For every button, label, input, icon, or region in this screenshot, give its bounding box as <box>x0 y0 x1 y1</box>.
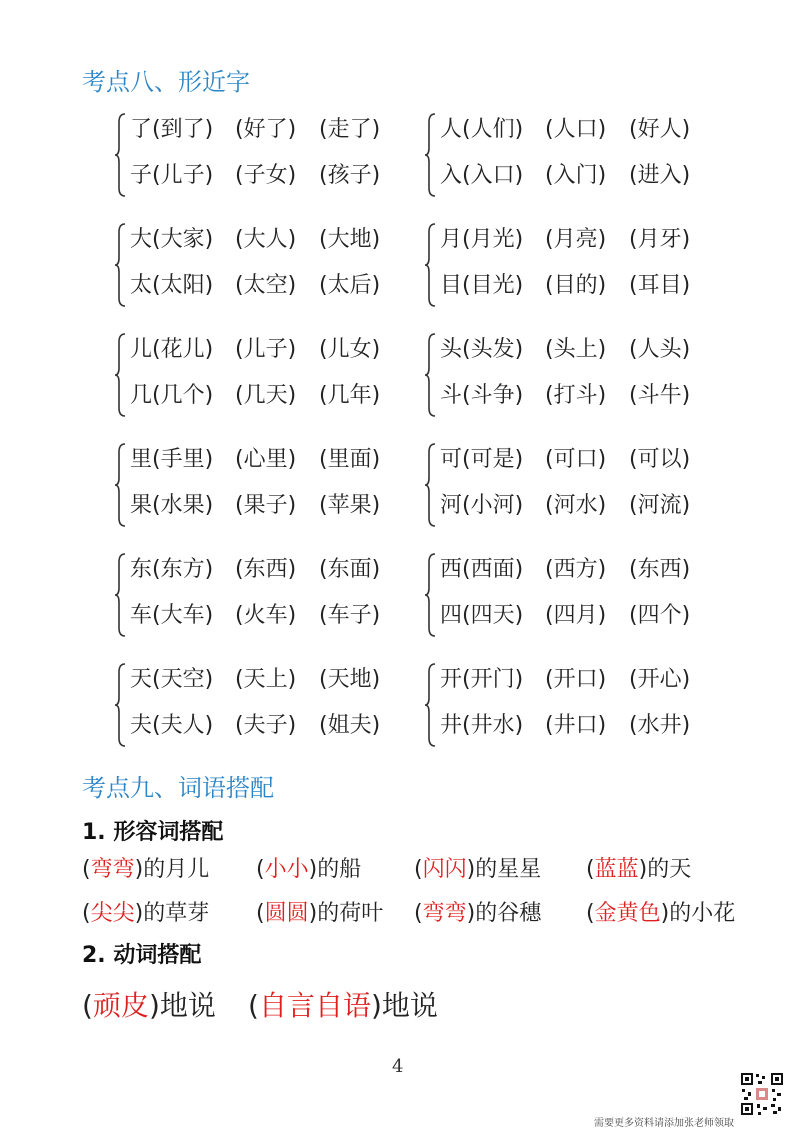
word-example: (耳目) <box>629 273 691 298</box>
character-with-word: 西(西面) <box>440 557 524 582</box>
phrase-rest: 地说 <box>381 989 438 1022</box>
word-example: (进入) <box>629 163 691 188</box>
word-example: (可口) <box>545 447 607 472</box>
word-line <box>130 222 389 253</box>
section8-heading: 考点八、形近字 <box>82 68 250 96</box>
word-example: (天上) <box>235 667 297 692</box>
word-example: (心里) <box>235 447 297 472</box>
word-example: (入门) <box>545 163 607 188</box>
word-line <box>130 158 389 189</box>
phrase-rest: 的草芽 <box>143 901 210 926</box>
character-pair-group <box>114 112 404 204</box>
answer-word: 闪闪 <box>422 857 467 882</box>
character-with-word: 河(小河) <box>440 493 524 518</box>
answer-word: 弯弯 <box>422 901 467 926</box>
word-line <box>440 378 699 409</box>
word-example: (四个) <box>629 603 691 628</box>
phrase-rest: 的荷叶 <box>317 901 384 926</box>
word-line <box>130 552 389 583</box>
answer-word: 自言自语 <box>258 989 371 1022</box>
left-brace-icon <box>424 332 436 418</box>
character-with-word: 开(开门) <box>440 667 524 692</box>
adjective-phrase: (闪闪)的星星 <box>414 857 542 882</box>
left-brace-icon <box>114 222 126 308</box>
adjective-phrase: (金黄色)的小花 <box>586 901 736 926</box>
character-with-word: 里(手里) <box>130 447 214 472</box>
character-with-word: 月(月光) <box>440 227 524 252</box>
phrase-rest: 的船 <box>317 857 362 882</box>
character-with-word: 儿(花儿) <box>130 337 214 362</box>
verb-phrase: (顽皮)地说 <box>82 989 216 1022</box>
left-brace-icon <box>424 442 436 528</box>
character-with-word: 了(到了) <box>130 117 214 142</box>
character-pair-group <box>114 552 404 644</box>
word-example: (人口) <box>545 117 607 142</box>
word-example: (头上) <box>545 337 607 362</box>
character-with-word: 果(水果) <box>130 493 214 518</box>
character-with-word: 人(人们) <box>440 117 524 142</box>
word-example: (苹果) <box>319 493 381 518</box>
word-line <box>440 598 699 629</box>
word-example: (河水) <box>545 493 607 518</box>
word-line <box>440 552 699 583</box>
phrase-rest: 的天 <box>647 857 692 882</box>
word-line <box>130 488 389 519</box>
word-example: (儿子) <box>235 337 297 362</box>
character-pair-group <box>114 662 404 754</box>
page-number: 4 <box>392 1056 404 1077</box>
word-example: (走了) <box>319 117 381 142</box>
character-with-word: 入(入口) <box>440 163 524 188</box>
left-brace-icon <box>114 662 126 748</box>
word-line <box>130 662 389 693</box>
word-line <box>440 112 699 143</box>
adjective-phrase: (蓝蓝)的天 <box>586 857 692 882</box>
word-example: (子女) <box>235 163 297 188</box>
word-example: (东面) <box>319 557 381 582</box>
character-pair-group <box>424 112 714 204</box>
word-line <box>440 268 699 299</box>
character-with-word: 目(目光) <box>440 273 524 298</box>
word-example: (几天) <box>235 383 297 408</box>
character-pair-group <box>424 332 714 424</box>
word-line <box>440 488 699 519</box>
answer-word: 蓝蓝 <box>594 857 639 882</box>
answer-word: 金黄色 <box>594 901 661 926</box>
word-line <box>130 708 389 739</box>
answer-word: 顽皮 <box>92 989 149 1022</box>
qr-code-icon <box>740 1072 784 1116</box>
word-example: (夫子) <box>235 713 297 738</box>
left-brace-icon <box>424 112 436 198</box>
character-pair-group <box>114 332 404 424</box>
word-example: (大人) <box>235 227 297 252</box>
word-line <box>130 378 389 409</box>
word-example: (车子) <box>319 603 381 628</box>
word-example: (月牙) <box>629 227 691 252</box>
verb-collocation-subheading: 2. 动词搭配 <box>82 943 202 968</box>
character-with-word: 夫(夫人) <box>130 713 214 738</box>
word-example: (可以) <box>629 447 691 472</box>
phrase-rest: 的星星 <box>475 857 542 882</box>
left-brace-icon <box>424 552 436 638</box>
character-with-word: 子(儿子) <box>130 163 214 188</box>
word-example: (目的) <box>545 273 607 298</box>
word-example: (火车) <box>235 603 297 628</box>
left-brace-icon <box>424 222 436 308</box>
phrase-rest: 的谷穗 <box>475 901 542 926</box>
footer-note: 需要更多资料请添加张老师领取 <box>594 1118 734 1129</box>
word-line <box>440 222 699 253</box>
word-line <box>440 158 699 189</box>
word-example: (果子) <box>235 493 297 518</box>
character-pair-group <box>114 222 404 314</box>
section9-heading: 考点九、词语搭配 <box>82 774 274 802</box>
word-example: (人头) <box>629 337 691 362</box>
word-example: (天地) <box>319 667 381 692</box>
character-with-word: 东(东方) <box>130 557 214 582</box>
character-with-word: 可(可是) <box>440 447 524 472</box>
word-example: (大地) <box>319 227 381 252</box>
character-with-word: 四(四天) <box>440 603 524 628</box>
left-brace-icon <box>114 112 126 198</box>
character-with-word: 大(大家) <box>130 227 214 252</box>
word-example: (开心) <box>629 667 691 692</box>
word-example: (好人) <box>629 117 691 142</box>
word-line <box>130 442 389 473</box>
word-example: (西方) <box>545 557 607 582</box>
left-brace-icon <box>424 662 436 748</box>
word-example: (好了) <box>235 117 297 142</box>
character-pair-group <box>114 442 404 534</box>
word-example: (太空) <box>235 273 297 298</box>
word-line <box>130 598 389 629</box>
word-example: (月亮) <box>545 227 607 252</box>
word-example: (姐夫) <box>319 713 381 738</box>
word-example: (儿女) <box>319 337 381 362</box>
word-example: (打斗) <box>545 383 607 408</box>
word-line <box>440 332 699 363</box>
word-line <box>130 268 389 299</box>
character-pair-group <box>424 222 714 314</box>
adjective-phrase: (圆圆)的荷叶 <box>256 901 384 926</box>
word-example: (四月) <box>545 603 607 628</box>
word-line <box>440 442 699 473</box>
word-example: (河流) <box>629 493 691 518</box>
word-example: (太后) <box>319 273 381 298</box>
character-pair-group <box>424 552 714 644</box>
adjective-phrase: (尖尖)的草芽 <box>82 901 210 926</box>
answer-word: 弯弯 <box>90 857 135 882</box>
word-example: (斗牛) <box>629 383 691 408</box>
word-line <box>130 332 389 363</box>
character-with-word: 井(井水) <box>440 713 524 738</box>
word-example: (井口) <box>545 713 607 738</box>
answer-word: 小小 <box>264 857 309 882</box>
adjective-phrase: (小小)的船 <box>256 857 362 882</box>
verb-phrase: (自言自语)地说 <box>248 989 438 1022</box>
word-example: (孩子) <box>319 163 381 188</box>
word-example: (里面) <box>319 447 381 472</box>
left-brace-icon <box>114 332 126 418</box>
word-line <box>440 662 699 693</box>
character-with-word: 斗(斗争) <box>440 383 524 408</box>
phrase-rest: 的小花 <box>669 901 736 926</box>
word-example: (几年) <box>319 383 381 408</box>
character-with-word: 几(几个) <box>130 383 214 408</box>
character-with-word: 太(太阳) <box>130 273 214 298</box>
word-example: (开口) <box>545 667 607 692</box>
character-with-word: 天(天空) <box>130 667 214 692</box>
word-example: (东西) <box>629 557 691 582</box>
adjective-phrase: (弯弯)的月儿 <box>82 857 210 882</box>
character-pair-group <box>424 442 714 534</box>
left-brace-icon <box>114 552 126 638</box>
word-example: (东西) <box>235 557 297 582</box>
character-with-word: 头(头发) <box>440 337 524 362</box>
adjective-collocation-subheading: 1. 形容词搭配 <box>82 820 224 845</box>
adjective-phrase: (弯弯)的谷穗 <box>414 901 542 926</box>
phrase-rest: 的月儿 <box>143 857 210 882</box>
character-pair-group <box>424 662 714 754</box>
left-brace-icon <box>114 442 126 528</box>
word-line <box>440 708 699 739</box>
answer-word: 尖尖 <box>90 901 135 926</box>
phrase-rest: 地说 <box>159 989 216 1022</box>
word-line <box>130 112 389 143</box>
answer-word: 圆圆 <box>264 901 309 926</box>
character-with-word: 车(大车) <box>130 603 214 628</box>
word-example: (水井) <box>629 713 691 738</box>
